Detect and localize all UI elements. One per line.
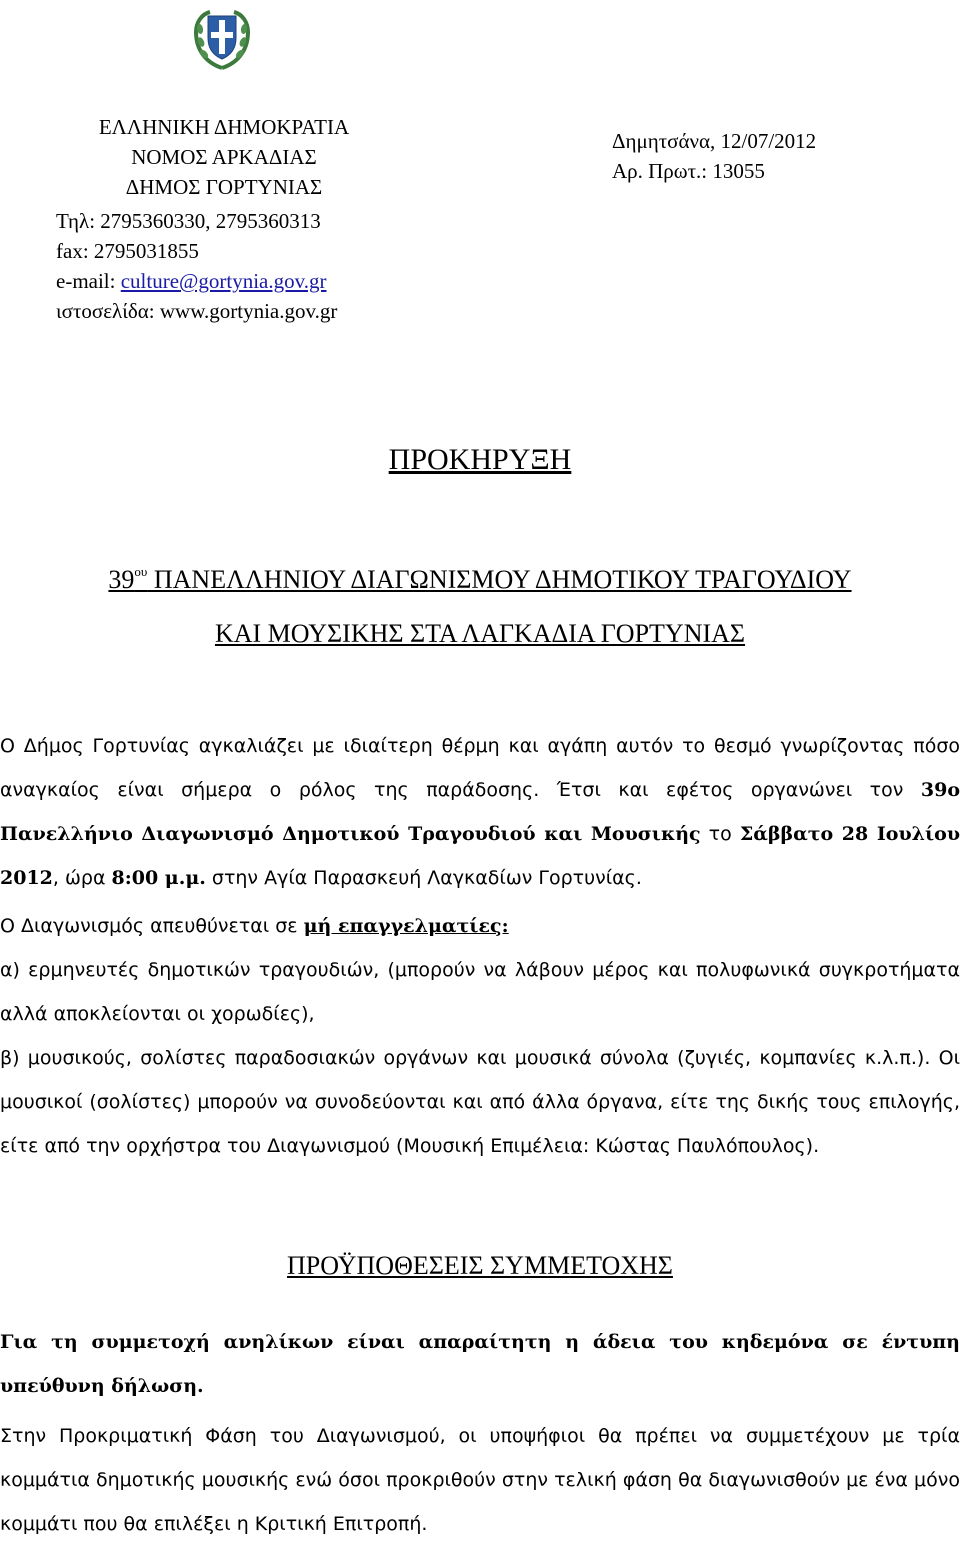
intro-text-1: Ο Δήμος Γορτυνίας αγκαλιάζει με ιδιαίτερη θέρμη και αγάπη αυτόν το θεσμό γνωρίζοντας πόσο αναγκαίος είναι σήμερα ο ρόλος της παράδοσης. Έτσι και εφέτος οργανώνει τον	[0, 735, 960, 801]
audience-lead-emphasis: μή επαγγελματίες:	[303, 915, 509, 937]
document-date: Δημητσάνα, 12/07/2012	[612, 129, 817, 153]
protocol-number: Αρ. Πρωτ.: 13055	[612, 159, 765, 183]
email-link[interactable]: culture@gortynia.gov.gr	[120, 269, 327, 293]
qualifying-round-rules: Στην Προκριματική Φάση του Διαγωνισμού, οι υποψήφιοι θα πρέπει να συμμετέχουν με τρία κομμάτια δημοτικής μουσικής ενώ όσοι προκριθούν στην τελική φάση θα διαγωνισθούν με ένα μόνο κομμάτι που θα επιλέξει η Κριτική Επιτροπή.	[0, 1425, 960, 1535]
requirement-paragraph	[0, 1320, 960, 1408]
fax-line: fax: 2795031855	[56, 239, 199, 263]
email-line	[56, 266, 337, 296]
org-line-country: ΕΛΛΗΝΙΚΗ ΔΗΜΟΚΡΑΤΙΑ	[98, 115, 350, 139]
org-line-municipality: ΔΗΜΟΣ ΓΟΡΤΥΝΙΑΣ	[125, 175, 323, 199]
intro-time: 8:00 μ.μ.	[111, 867, 206, 889]
issuer-block	[48, 112, 400, 202]
audience-item-b: β) μουσικούς, σολίστες παραδοσιακών οργάνων και μουσικά σύνολα (ζυγιές, κομπανίες κ.λ.π.). Οι μουσικοί (σολίστες) μπορούν να συνοδεύονται και από άλλα όργανα, είτε της δικής τους επιλογής, είτε από την ορχήστρα του Διαγωνισμού (Μουσική Επιμέλεια: Κώστας Παυλόπουλος).	[0, 1047, 960, 1157]
phone-line: Τηλ: 2795360330, 2795360313	[56, 209, 321, 233]
subtitle-line-1-text: ΠΑΝΕΛΛΗΝΙΟΥ ΔΙΑΓΩΝΙΣΜΟΥ ΔΗΜΟΤΙΚΟΥ ΤΡΑΓΟΥΔΙΟΥ	[147, 565, 852, 594]
intro-date: Σάββατο 28 Ιουλίου 2012	[0, 823, 960, 889]
greek-coat-of-arms-icon	[192, 8, 252, 70]
edition-ordinal: ου	[134, 564, 148, 579]
website-line: ιστοσελίδα: www.gortynia.gov.gr	[56, 299, 338, 323]
subtitle-line-1	[0, 562, 960, 598]
audience-lead	[0, 904, 960, 948]
qualifying-paragraph	[0, 1414, 960, 1546]
minor-consent-requirement: Για τη συμμετοχή ανηλίκων είναι απαραίτητη η άδεια του κηδεμόνα σε έντυπη υπεύθυνη δήλωση.	[0, 1331, 960, 1397]
intro-text-3: , ώρα	[52, 867, 112, 889]
audience-section	[0, 904, 960, 1168]
contact-block	[56, 206, 337, 326]
edition-number: 39	[108, 565, 135, 594]
audience-lead-text: Ο Διαγωνισμός απευθύνεται σε	[0, 915, 304, 937]
intro-paragraph	[0, 724, 960, 900]
document-title: ΠΡΟΚΗΡΥΞΗ	[388, 443, 572, 476]
subtitle-line-2: ΚΑΙ ΜΟΥΣΙΚΗΣ ΣΤΑ ΛΑΓΚΑΔΙΑ ΓΟΡΤΥΝΙΑΣ	[214, 619, 746, 648]
intro-text-2: το	[700, 823, 740, 845]
org-line-prefecture: ΝΟΜΟΣ ΑΡΚΑΔΙΑΣ	[131, 145, 317, 169]
intro-contest-name: 39ο Πανελλήνιο Διαγωνισμό Δημοτικού Τραγουδιού και Μουσικής	[0, 779, 960, 845]
date-protocol-block	[612, 126, 816, 186]
section-title-requirements: ΠΡΟΫΠΟΘΕΣΕΙΣ ΣΥΜΜΕΤΟΧΗΣ	[287, 1251, 673, 1280]
audience-item-a: α) ερμηνευτές δημοτικών τραγουδιών, (μπορούν να λάβουν μέρος και πολυφωνικά συγκροτήματα αλλά αποκλείονται οι χορωδίες),	[0, 959, 960, 1025]
intro-text-4: στην Αγία Παρασκευή Λαγκαδίων Γορτυνίας.	[205, 867, 642, 889]
email-label: e-mail:	[56, 269, 121, 293]
